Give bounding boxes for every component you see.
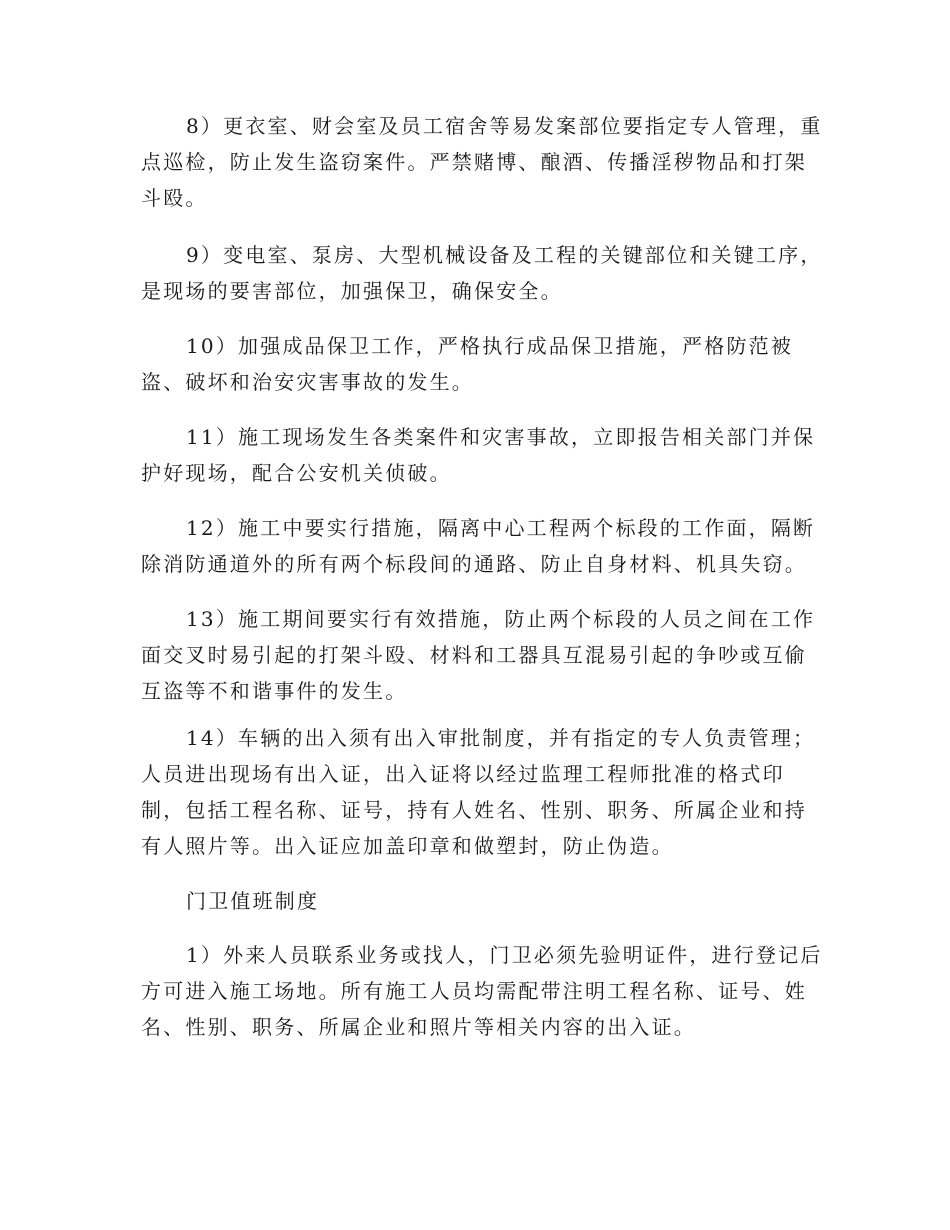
- text-line: 斗殴。: [141, 186, 208, 210]
- text-line: 互盗等不和谐事件的发生。: [141, 679, 408, 703]
- paragraph-item-14: [141, 720, 816, 864]
- text-line: 点巡检，防止发生盗窃案件。严禁赌博、酿酒、传播淫秽物品和打架: [141, 150, 807, 174]
- text-line: 除消防通道外的所有两个标段间的通路、防止自身材料、机具失窃。: [141, 552, 807, 576]
- text-line: 1）外来人员联系业务或找人，门卫必须先验明证件，进行登记后: [186, 943, 823, 967]
- paragraph-item-10: [141, 328, 806, 400]
- text-line: 盗、破坏和治安灾害事故的发生。: [141, 370, 474, 394]
- paragraph-item-9: [141, 237, 823, 309]
- text-line: 名、性别、职务、所属企业和照片等相关内容的出入证。: [141, 1015, 696, 1039]
- text-line: 11）施工现场发生各类案件和灾害事故，立即报告相关部门并保: [186, 425, 816, 449]
- paragraph-item-12: [141, 510, 816, 582]
- paragraph-gate-1: [141, 937, 823, 1045]
- text-line: 9）变电室、泵房、大型机械设备及工程的关键部位和关键工序，: [186, 243, 823, 267]
- text-line: 制，包括工程名称、证号，持有人姓名、性别、职务、所属企业和持: [141, 798, 807, 822]
- text-line: 12）施工中要实行措施，隔离中心工程两个标段的工作面，隔断: [186, 516, 816, 540]
- text-line: 8）更衣室、财会室及员工宿舍等易发案部位要指定专人管理，重: [186, 114, 823, 138]
- text-line: 方可进入施工场地。所有施工人员均需配带注明工程名称、证号、姓: [141, 979, 807, 1003]
- text-line: 13）施工期间要实行有效措施，防止两个标段的人员之间在工作: [186, 607, 816, 631]
- paragraph-item-13: [141, 601, 816, 709]
- text-line: 人员进出现场有出入证，出入证将以经过监理工程师批准的格式印: [141, 762, 785, 786]
- text-line: 是现场的要害部位，加强保卫，确保安全。: [141, 279, 563, 303]
- text-line: 10）加强成品保卫工作，严格执行成品保卫措施，严格防范被: [186, 334, 794, 358]
- section-heading: [141, 883, 806, 919]
- paragraph-item-11: [141, 419, 816, 491]
- paragraph-item-8: [141, 108, 823, 216]
- text-line: 面交叉时易引起的打架斗殴、材料和工器具互混易引起的争吵或互偷: [141, 643, 807, 667]
- text-line: 护好现场，配合公安机关侦破。: [141, 461, 452, 485]
- text-line: 门卫值班制度: [186, 889, 320, 913]
- text-line: 14）车辆的出入须有出入审批制度，并有指定的专人负责管理；: [186, 726, 816, 750]
- text-line: 有人照片等。出入证应加盖印章和做塑封，防止伪造。: [141, 834, 674, 858]
